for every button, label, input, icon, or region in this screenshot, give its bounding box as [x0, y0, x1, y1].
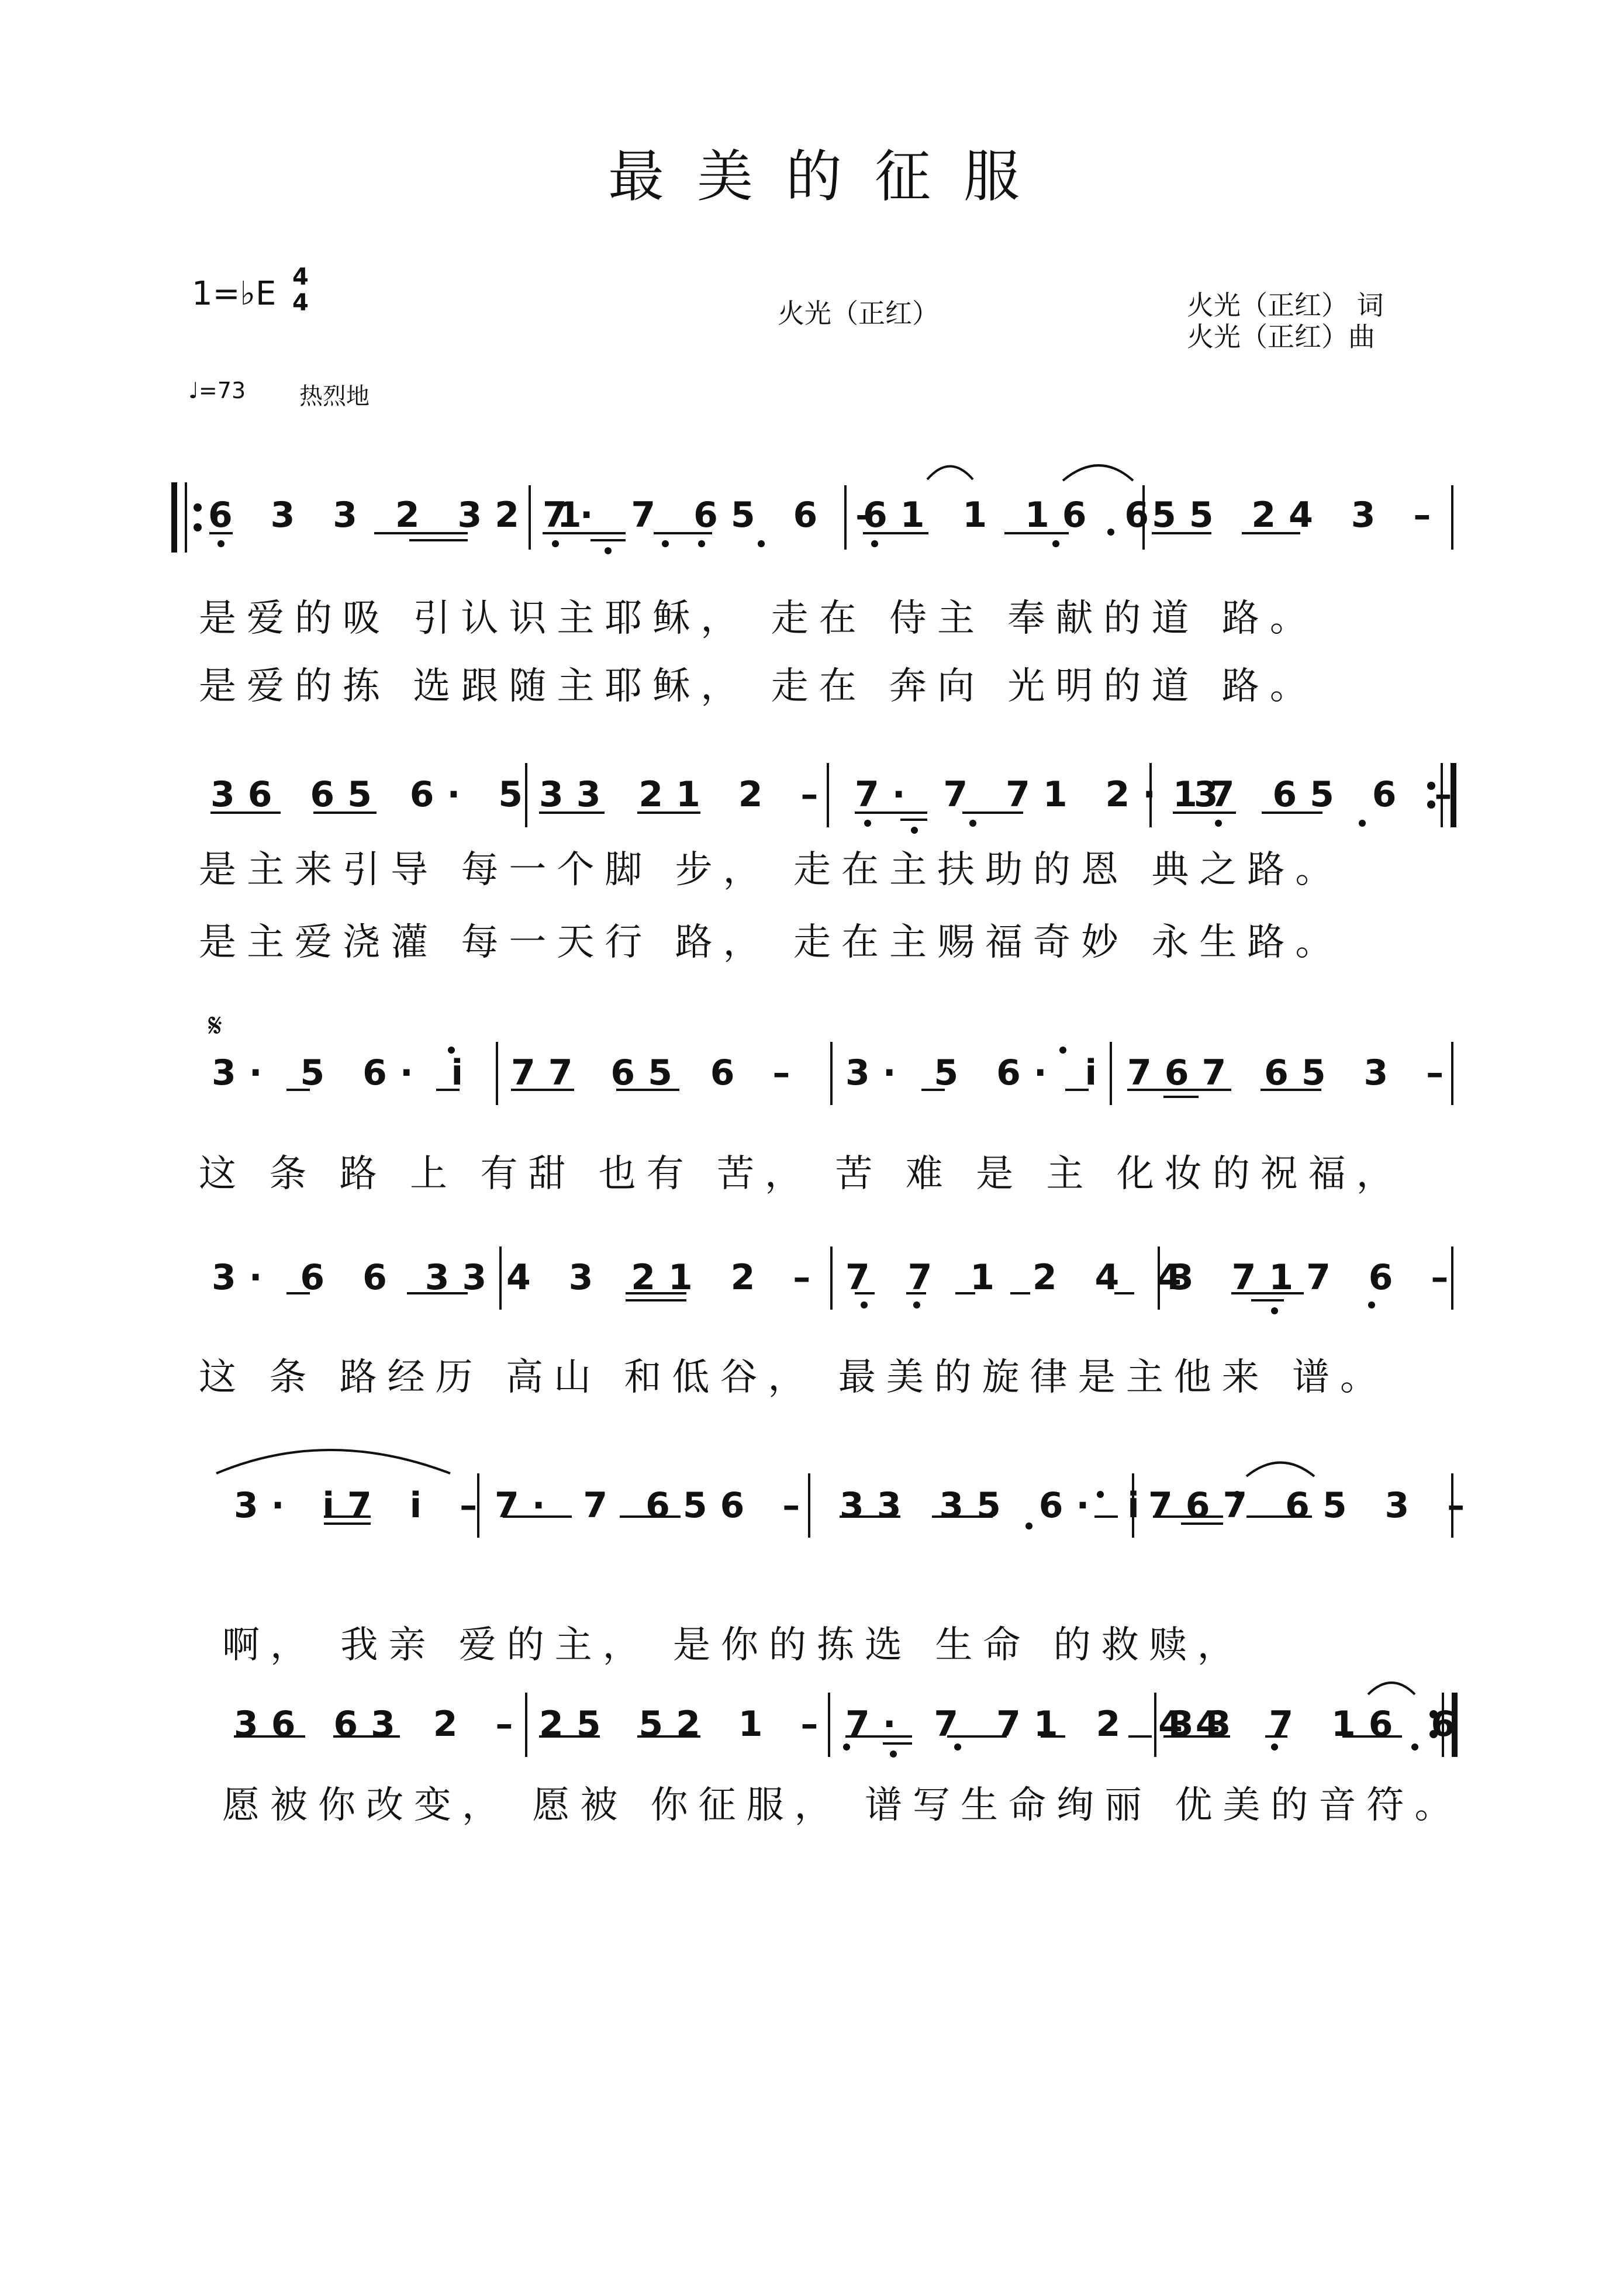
measure: 7· 7 71 2 44	[845, 1704, 1233, 1745]
measure: 767 65 3 –	[1127, 1052, 1457, 1093]
measure: 4 3 21 2 –	[506, 1257, 824, 1298]
song-title: 最美的征服	[608, 144, 1052, 209]
measure: 7· 7 656 –	[495, 1485, 813, 1526]
key-signature: 1=♭E	[192, 275, 277, 313]
lyric-line: 愿被你改变， 愿被 你征服， 谱写生命绚丽 优美的音符。	[222, 1784, 1463, 1827]
expression-mark: 热烈地	[299, 383, 370, 410]
lyric-line: 啊， 我亲 爱的主， 是你的拣选 生命 的救赎，	[222, 1624, 1245, 1667]
lyric-line: 是爱的吸 引认识主耶稣， 走在 侍主 奉献的道 路。	[199, 597, 1318, 640]
measure: 767 65 3 –	[1148, 1485, 1478, 1526]
lyric-line: 是爱的拣 选跟随主耶稣， 走在 奔向 光明的道 路。	[199, 665, 1318, 708]
measure: 17 65 6 –	[1173, 774, 1465, 815]
time-sig-top: 4	[292, 264, 309, 291]
tempo-mark: ♩=73	[188, 378, 246, 403]
measure: 6 3 3 2 32 1	[208, 495, 595, 536]
credit-lyrics: 火光（正红） 词	[1187, 289, 1384, 321]
measure: 25 52 1 –	[539, 1704, 831, 1745]
measure: 7 7 1 2 4 4	[845, 1257, 1194, 1298]
lyric-line: 是主来引导 每一个脚 步， 走在主扶助的恩 典之路。	[199, 848, 1344, 892]
lyric-line: 这 条 路 上 有甜 也有 苦， 苦 难 是 主 化妆的祝福，	[199, 1152, 1404, 1196]
measure: 33 35 6· i	[840, 1485, 1152, 1526]
measure: 3· i7 i –	[234, 1485, 491, 1526]
measure: 3· 5 6· i	[845, 1052, 1110, 1093]
lyric-line: 是主爱浇灌 每一天行 路， 走在主赐福奇妙 永生路。	[199, 921, 1344, 964]
measure: 3· 6 6 33	[212, 1257, 500, 1298]
credit-music: 火光（正红）曲	[1187, 321, 1375, 353]
measure: 3 717 6 –	[1169, 1257, 1462, 1298]
measure: 7· 7 65 6 –	[543, 495, 886, 536]
time-sig-bottom: 4	[292, 289, 309, 316]
measure: 33 7 16 6	[1169, 1704, 1469, 1745]
measure: 61 1 16 6	[863, 495, 1162, 536]
measure: 55 24 3 –	[1152, 495, 1444, 536]
measure: 36 65 6· 5	[210, 774, 536, 815]
singer: 火光（正红）	[778, 298, 939, 329]
segno-sign: 𝄋	[208, 1007, 223, 1045]
measure: 3· 5 6· i	[212, 1052, 476, 1093]
measure: 77 65 6 –	[511, 1052, 803, 1093]
measure: 33 21 2 –	[539, 774, 831, 815]
measure: 7· 7 71 2· 3	[855, 774, 1231, 815]
lyric-line: 这 条 路经历 高山 和低谷， 最美的旋律是主他来 谱。	[199, 1356, 1389, 1399]
measure: 36 63 2 –	[234, 1704, 526, 1745]
